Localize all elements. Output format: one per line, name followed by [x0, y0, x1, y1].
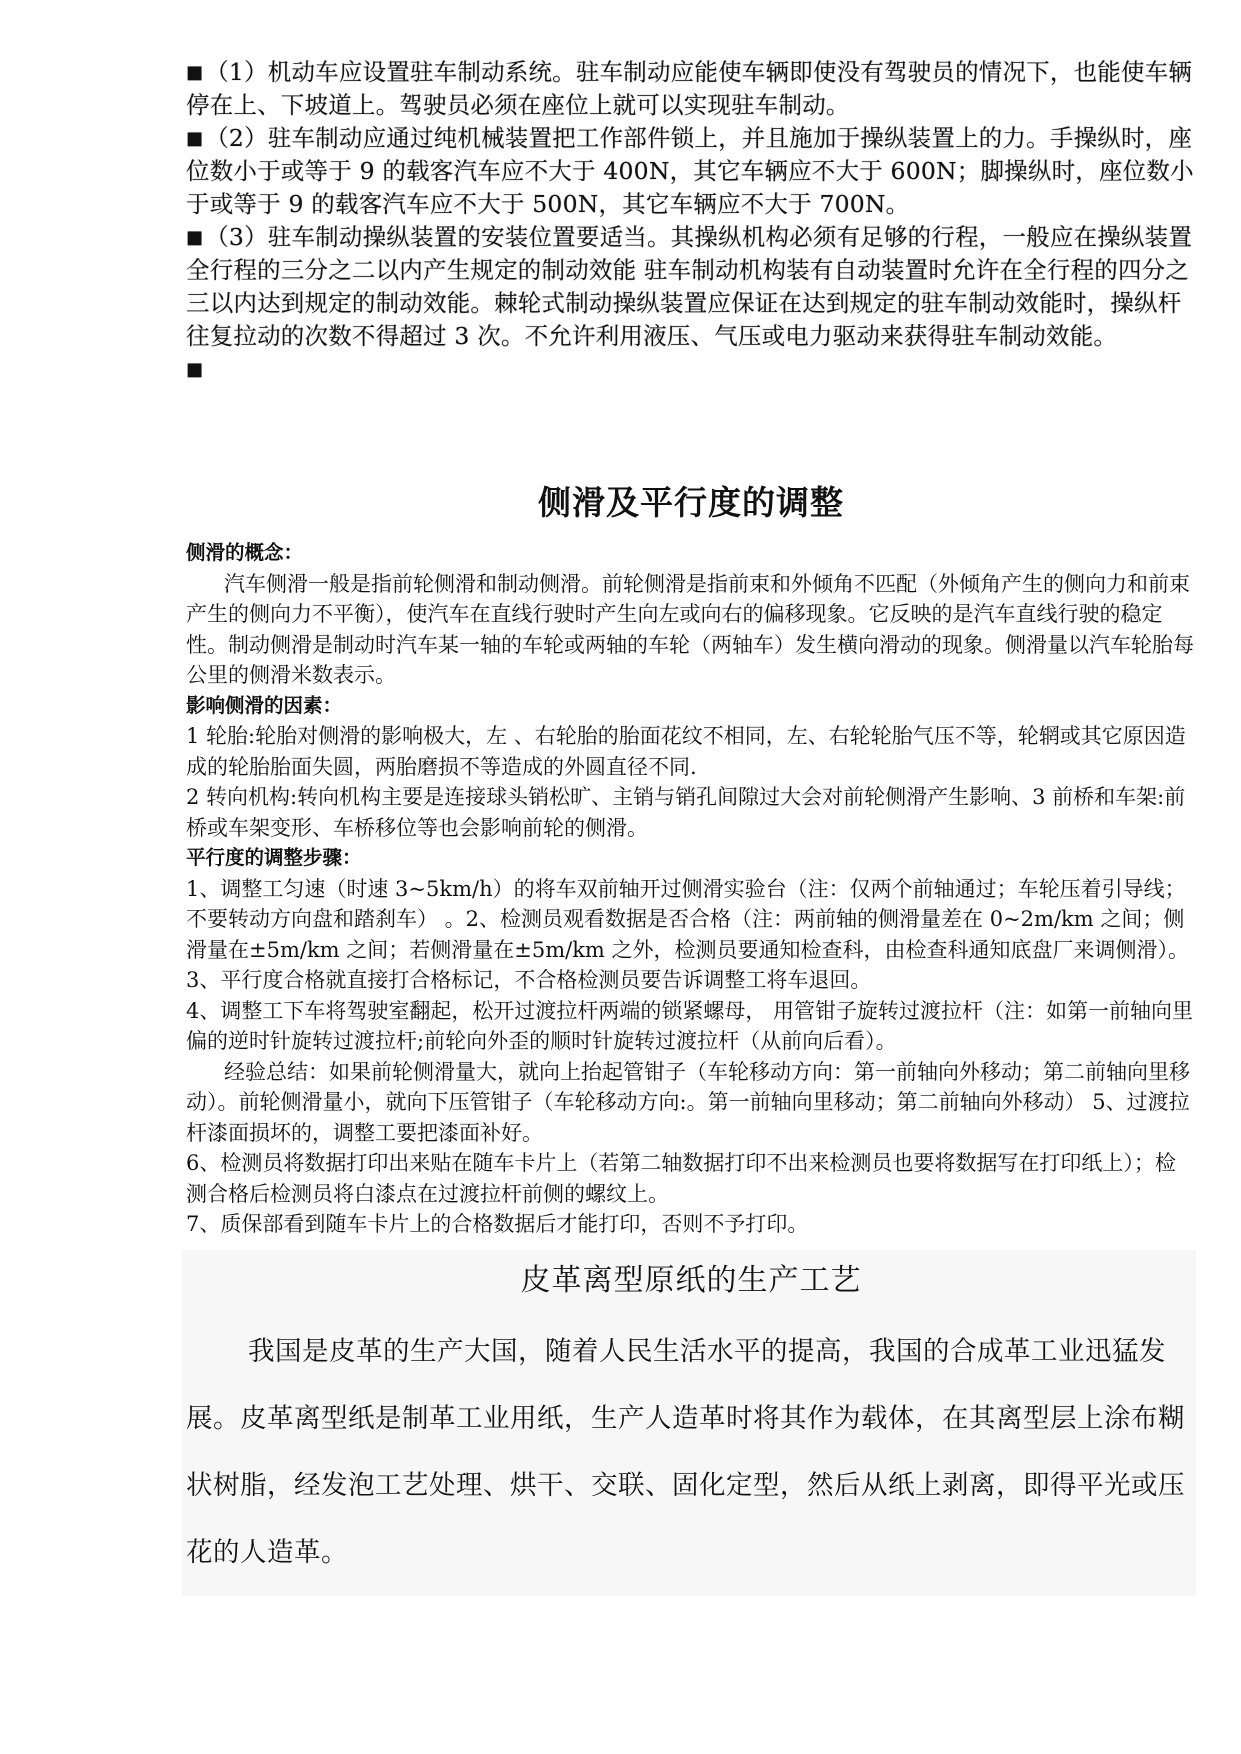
step-paragraph-6: 6、检测员将数据打印出来贴在随车卡片上（若第二轴数据打印不出来检测员也要将数据写在打印纸上）；检测合格后检测员将白漆点在过渡拉杆前侧的螺纹上。: [186, 1151, 1176, 1206]
brake-item-text: （1）机动车应设置驻车制动系统。驻车制动应能使车辆即使没有驾驶员的情况下，也能使车辆停在上、下坡道上。驾驶员必须在座位上就可以实现驻车制动。: [186, 58, 1193, 119]
brake-item-text: （3）驻车制动操纵装置的安装位置要适当。其操纵机构必须有足够的行程，一般应在操纵装置全行程的三分之二以内产生规定的制动效能 驻车制动机构装有自动装置时允许在全行程的四分之三以内达到规定的制动效能。棘轮式制动操纵装置应保证在达到规定的驻车制动效能时，操纵杆往复拉动的次数不得超过 3 次。不允许利用液压、气压或电力驱动来获得驻车制动效能。: [186, 223, 1193, 350]
brake-item-1: [186, 56, 1196, 122]
brake-item-text: （2）驻车制动应通过纯机械装置把工作部件锁上，并且施加于操纵装置上的力。手操纵时，座位数小于或等于 9 的载客汽车应不大于 400N，其它车辆应不大于 600N；脚操纵时，座位数小于或等于 9 的载客汽车应不大于 500N，其它车辆应不大于 700N。: [186, 124, 1194, 218]
factors-heading: 影响侧滑的因素：: [186, 693, 343, 717]
brake-item-4: [186, 353, 1196, 386]
parking-brake-section: [186, 56, 1196, 386]
step-paragraph-7: 7、质保部看到随车卡片上的合格数据后才能打印，否则不予打印。: [186, 1212, 809, 1236]
document-page: [186, 56, 1196, 1596]
sideslip-title: 侧滑及平行度的调整: [538, 483, 844, 522]
brake-item-2: [186, 122, 1196, 221]
leather-release-paper-box: [182, 1250, 1196, 1596]
brake-item-3: [186, 221, 1196, 353]
concept-paragraph: 汽车侧滑一般是指前轮侧滑和制动侧滑。前轮侧滑是指前束和外倾角不匹配（外倾角产生的侧向力和前束产生的侧向力不平衡），使汽车在直线行驶时产生向左或向右的偏移现象。它反映的是汽车直线行驶的稳定性。制动侧滑是制动时汽车某一轴的车轮或两轴的车轮（两轴车）发生横向滑动的现象。侧滑量以汽车轮胎每公里的侧滑米数表示。: [186, 571, 1194, 687]
concept-heading: 侧滑的概念：: [186, 541, 304, 564]
experience-paragraph: 经验总结：如果前轮侧滑量大，就向上抬起管钳子（车轮移动方向：第一前轴向外移动；第二前轴向里移动）。前轮侧滑量小，就向下压管钳子（车轮移动方向:。第一前轴向里移动；第二前轴向外移动） 5、过渡拉杆漆面损坏的，调整工要把漆面补好。: [186, 1059, 1190, 1145]
leather-paragraph: 我国是皮革的生产大国，随着人民生活水平的提高，我国的合成革工业迅猛发展。皮革离型纸是制革工业用纸，生产人造革时将其作为载体，在其离型层上涂布糊状树脂，经发泡工艺处理、烘干、交联、固化定型，然后从纸上剥离，即得平光或压花的人造革。: [186, 1335, 1185, 1568]
steps-heading: 平行度的调整步骤：: [186, 846, 362, 869]
square-bullet-icon: ■: [186, 227, 204, 248]
square-bullet-icon: ■: [186, 359, 204, 380]
sideslip-section: [186, 538, 1196, 1240]
step-paragraph-2: 4、调整工下车将驾驶室翻起，松开过渡拉杆两端的锁紧螺母， 用管钳子旋转过渡拉杆（注：如第一前轴向里偏的逆时针旋转过渡拉杆;前轮向外歪的顺时针旋转过渡拉杆（从前向后看）。: [186, 998, 1194, 1053]
step-paragraph-1: 1、调整工匀速（时速 3~5km/h）的将车双前轴开过侧滑实验台（注：仅两个前轴通过；车轮压着引导线；不要转动方向盘和踏刹车） 。2、检测员观看数据是否合格（注：两前轴的侧滑量差在 0~2m/km 之间；侧滑量在±5m/km 之间；若侧滑量在±5m/km 之外，检测员要通知检查科，由检查科通知底盘厂来调侧滑）。 3、平行度合格就直接打合格标记，不合格检测员要告诉调整工将车退回。: [186, 876, 1190, 992]
factor-item-2: 2 转向机构:转向机构主要是连接球头销松旷、主销与销孔间隙过大会对前轮侧滑产生影响、3 前桥和车架:前桥或车架变形、车桥移位等也会影响前轮的侧滑。: [186, 785, 1186, 840]
square-bullet-icon: ■: [186, 62, 204, 83]
leather-title: 皮革离型原纸的生产工艺: [520, 1262, 862, 1298]
factor-item-1: 1 轮胎:轮胎对侧滑的影响极大，左 、右轮胎的胎面花纹不相同，左、右轮轮胎气压不等，轮辋或其它原因造成的轮胎胎面失圆，两胎磨损不等造成的外圆直径不同.: [186, 724, 1186, 779]
square-bullet-icon: ■: [186, 128, 204, 149]
